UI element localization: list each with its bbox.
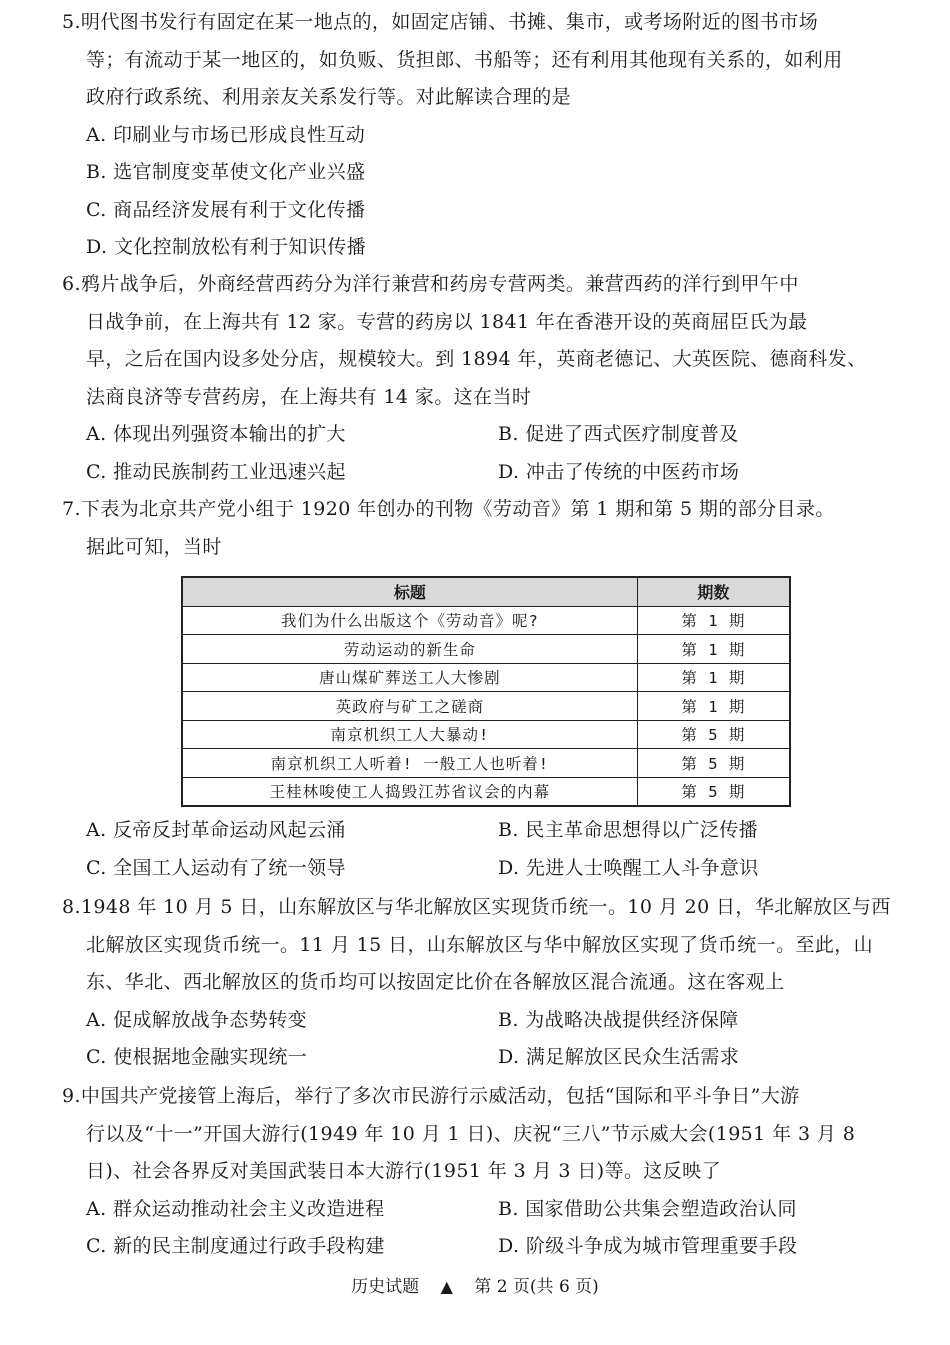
- issue-number: 第 5 期: [637, 749, 790, 778]
- article-title: 我们为什么出版这个《劳动音》呢?: [182, 606, 637, 635]
- question-stem-line: 等；有流动于某一地区的，如负贩、货担郎、书船等；还有利用其他现有关系的，如利用: [86, 48, 843, 71]
- table-row: [182, 777, 790, 806]
- option-b: B. 民主革命思想得以广泛传播: [498, 819, 759, 841]
- question-stem-line: 9.中国共产党接管上海后，举行了多次市民游行示威活动，包括“国际和平斗争日”大游: [62, 1085, 800, 1107]
- table-row: [182, 663, 790, 692]
- article-title: 劳动运动的新生命: [182, 635, 637, 664]
- question-stem-line: 6.鸦片战争后，外商经营西药分为洋行兼营和药房专营两类。兼营西药的洋行到甲午中: [62, 273, 799, 295]
- option-row: [62, 1002, 892, 1040]
- question-stem-line: 政府行政系统、利用亲友关系发行等。对此解读合理的是: [86, 86, 572, 108]
- question-7-options: [62, 812, 892, 887]
- option-c: C. 全国工人运动有了统一领导: [86, 856, 346, 879]
- issue-number: 第 5 期: [637, 720, 790, 749]
- option-row: [62, 812, 892, 850]
- table-row: [182, 749, 790, 778]
- option-row: [62, 1191, 892, 1229]
- question-8: [62, 889, 892, 1077]
- question-7: [62, 491, 892, 566]
- article-title: 英政府与矿工之磋商: [182, 692, 637, 721]
- question-stem-line: 北解放区实现货币统一。11 月 15 日，山东解放区与华中解放区实现了货币统一。至此，山: [86, 933, 874, 956]
- option-b: B. 为战略决战提供经济保障: [498, 1008, 739, 1031]
- issue-number: 第 1 期: [637, 692, 790, 721]
- question-stem-line: 据此可知，当时: [86, 535, 222, 558]
- question-stem-line: 7.下表为北京共产党小组于 1920 年创办的刊物《劳动音》第 1 期和第 5 期的部分目录。: [62, 498, 835, 520]
- option-d: D. 满足解放区民众生活需求: [498, 1046, 740, 1068]
- table-row: [182, 606, 790, 635]
- page-footer: [0, 1275, 950, 1299]
- table-header-issue: 期数: [637, 577, 790, 606]
- article-title: 王桂林唆使工人捣毁江苏省议会的内幕: [182, 777, 637, 806]
- option-row: [62, 850, 892, 888]
- option-c: C. 新的民主制度通过行政手段构建: [86, 1235, 385, 1257]
- option-a: A. 反帝反封革命运动风起云涌: [86, 819, 346, 841]
- issue-number: 第 5 期: [637, 777, 790, 806]
- table-row: [182, 635, 790, 664]
- question-stem-line: 8.1948 年 10 月 5 日，山东解放区与华北解放区实现货币统一。10 月 20 日，华北解放区与西: [62, 896, 891, 918]
- triangle-icon: ▲: [440, 1277, 453, 1296]
- option-d: D. 先进人士唤醒工人斗争意识: [498, 856, 759, 879]
- footer-subject: 历史试题: [351, 1277, 420, 1297]
- option-row: [62, 454, 892, 492]
- journal-contents-table: [181, 576, 791, 807]
- article-title: 唐山煤矿葬送工人大惨剧: [182, 663, 637, 692]
- option-b: B. 选官制度变革使文化产业兴盛: [86, 161, 366, 183]
- question-6: [62, 266, 892, 491]
- article-title: 南京机织工人听着! 一般工人也听着!: [182, 749, 637, 778]
- table-row: [182, 720, 790, 749]
- question-9: [62, 1078, 892, 1266]
- footer-page-number: 第 2 页(共 6 页): [474, 1277, 599, 1297]
- issue-number: 第 1 期: [637, 663, 790, 692]
- option-a: A. 印刷业与市场已形成良性互动: [86, 123, 366, 146]
- option-a: A. 促成解放战争态势转变: [86, 1008, 308, 1031]
- table-header-title: 标题: [182, 577, 637, 606]
- article-title: 南京机织工人大暴动!: [182, 720, 637, 749]
- question-5: [62, 4, 892, 267]
- option-b: B. 促进了西式医疗制度普及: [498, 423, 739, 445]
- option-row: [62, 416, 892, 454]
- option-d: D. 文化控制放松有利于知识传播: [86, 236, 367, 258]
- question-stem-line: 东、华北、西北解放区的货币均可以按固定比价在各解放区混合流通。这在客观上: [86, 971, 785, 993]
- option-a: A. 体现出列强资本输出的扩大: [86, 423, 346, 445]
- option-a: A. 群众运动推动社会主义改造进程: [86, 1197, 385, 1220]
- question-stem-line: 法商良济等专营药房，在上海共有 14 家。这在当时: [86, 385, 532, 408]
- question-stem-line: 日)、社会各界反对美国武装日本大游行(1951 年 3 月 3 日)等。这反映了: [86, 1160, 721, 1182]
- option-d: D. 阶级斗争成为城市管理重要手段: [498, 1235, 798, 1257]
- option-row: [62, 1039, 892, 1077]
- table-header-row: [182, 577, 790, 606]
- option-c: C. 使根据地金融实现统一: [86, 1046, 308, 1068]
- table-row: [182, 692, 790, 721]
- option-d: D. 冲击了传统的中医药市场: [498, 460, 740, 483]
- question-stem-line: 早，之后在国内设多处分店，规模较大。到 1894 年，英商老德记、大英医院、德商科发、: [86, 348, 867, 370]
- question-stem-line: 行以及“十一”开国大游行(1949 年 10 月 1 日)、庆祝“三八”节示威大会(1951 年 3 月 8: [86, 1122, 856, 1145]
- option-c: C. 推动民族制药工业迅速兴起: [86, 460, 346, 483]
- question-stem-line: 日战争前，在上海共有 12 家。专营的药房以 1841 年在香港开设的英商屈臣氏为最: [86, 310, 808, 333]
- option-c: C. 商品经济发展有利于文化传播: [86, 198, 366, 221]
- issue-number: 第 1 期: [637, 635, 790, 664]
- issue-number: 第 1 期: [637, 606, 790, 635]
- option-b: B. 国家借助公共集会塑造政治认同: [498, 1197, 797, 1220]
- option-row: [62, 1228, 892, 1266]
- question-stem-line: 5.明代图书发行有固定在某一地点的，如固定店铺、书摊、集市，或考场附近的图书市场: [62, 11, 819, 33]
